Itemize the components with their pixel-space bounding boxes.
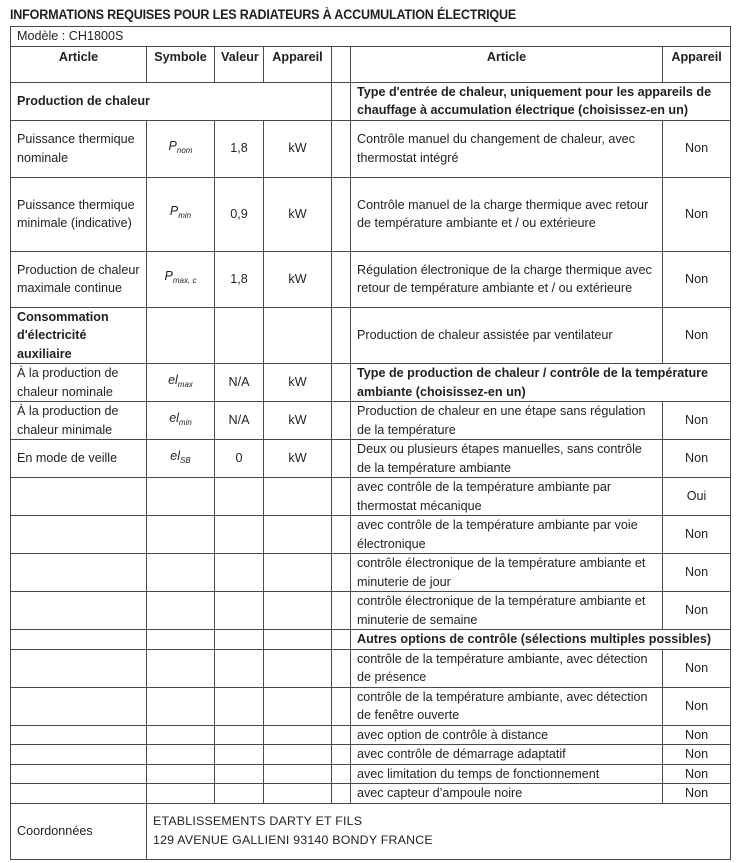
- gap-cell: [332, 440, 351, 478]
- section-heat-output-type: Type de production de chaleur / contrôle de la température ambiante (choisissez-en un): [351, 364, 731, 402]
- empty-cell: [11, 784, 147, 804]
- value-cell: 1,8: [215, 120, 264, 177]
- gap-cell: [332, 402, 351, 440]
- table-row: [11, 478, 731, 516]
- appareil-cell: Non: [663, 516, 731, 554]
- table-row: [11, 516, 731, 554]
- empty-cell: [264, 745, 332, 765]
- gap-cell: [332, 120, 351, 177]
- gap-cell: [332, 649, 351, 687]
- empty-cell: [215, 630, 264, 650]
- symbol-sub: max: [177, 379, 193, 389]
- empty-cell: [215, 687, 264, 725]
- unit-cell: kW: [264, 402, 332, 440]
- empty-cell: [147, 516, 215, 554]
- empty-cell: [264, 516, 332, 554]
- appareil-cell: Non: [663, 440, 731, 478]
- empty-cell: [11, 478, 147, 516]
- contact-address: [147, 803, 731, 859]
- section-heat-input-type: Type d'entrée de chaleur, uniquement pour les appareils de chauffage à accumulation électrique (choisissez-en un): [351, 82, 731, 120]
- unit-cell: kW: [264, 251, 332, 307]
- article-cell: À la production de chaleur minimale: [11, 402, 147, 440]
- symbol-sub: nom: [176, 145, 193, 155]
- symbol-cell: [147, 177, 215, 251]
- gap-cell: [332, 554, 351, 592]
- appareil-cell: Non: [663, 592, 731, 630]
- contact-label: Coordonnées: [11, 803, 147, 859]
- header-valeur: Valeur: [215, 46, 264, 82]
- gap-cell: [332, 82, 351, 120]
- header-article-right: Article: [351, 46, 663, 82]
- symbol-main: el: [169, 410, 179, 425]
- symbol-sub: SB: [180, 455, 191, 465]
- article-cell: avec contrôle de démarrage adaptatif: [351, 745, 663, 765]
- appareil-cell: Non: [663, 120, 731, 177]
- empty-cell: [11, 630, 147, 650]
- gap-cell: [332, 630, 351, 650]
- appareil-cell: Non: [663, 687, 731, 725]
- value-cell: N/A: [215, 364, 264, 402]
- gap-cell: [332, 46, 351, 82]
- article-cell: avec option de contrôle à distance: [351, 725, 663, 745]
- model-label: Modèle : CH1800S: [11, 27, 731, 47]
- gap-cell: [332, 784, 351, 804]
- appareil-cell: Non: [663, 649, 731, 687]
- appareil-cell: Non: [663, 764, 731, 784]
- empty-cell: [215, 516, 264, 554]
- section-aux-consumption: Consommation d'électricité auxiliaire: [11, 307, 147, 364]
- header-appareil-right: Appareil: [663, 46, 731, 82]
- symbol-main: P: [168, 138, 177, 153]
- table-row: [11, 307, 731, 364]
- table-row: [11, 649, 731, 687]
- empty-cell: [147, 764, 215, 784]
- gap-cell: [332, 725, 351, 745]
- empty-cell: [264, 725, 332, 745]
- symbol-sub: min: [178, 417, 192, 427]
- empty-cell: [147, 649, 215, 687]
- gap-cell: [332, 251, 351, 307]
- unit-cell: kW: [264, 177, 332, 251]
- appareil-cell: Non: [663, 725, 731, 745]
- section-heat-output: Production de chaleur: [11, 82, 332, 120]
- table-row: [11, 364, 731, 402]
- table-row: [11, 630, 731, 650]
- header-article-left: Article: [11, 46, 147, 82]
- empty-cell: [264, 554, 332, 592]
- empty-cell: [215, 649, 264, 687]
- table-row: [11, 764, 731, 784]
- header-appareil-left: Appareil: [264, 46, 332, 82]
- article-cell: avec contrôle de la température ambiante par voie électronique: [351, 516, 663, 554]
- table-row: [11, 784, 731, 804]
- gap-cell: [332, 478, 351, 516]
- article-cell: Production de chaleur en une étape sans régulation de la température: [351, 402, 663, 440]
- value-cell: 1,8: [215, 251, 264, 307]
- gap-cell: [332, 592, 351, 630]
- gap-cell: [332, 364, 351, 402]
- empty-cell: [147, 307, 215, 364]
- contact-street: 129 AVENUE GALLIENI 93140 BONDY FRANCE: [153, 833, 433, 847]
- table-row: [11, 440, 731, 478]
- symbol-main: P: [169, 204, 179, 219]
- contact-row: [11, 803, 731, 859]
- empty-cell: [215, 764, 264, 784]
- empty-cell: [11, 764, 147, 784]
- symbol-cell: [147, 251, 215, 307]
- appareil-cell: Non: [663, 745, 731, 765]
- section-row: [11, 82, 731, 120]
- info-table: [10, 26, 731, 860]
- article-cell: contrôle de la température ambiante, avec détection de présence: [351, 649, 663, 687]
- empty-cell: [215, 592, 264, 630]
- symbol-cell: [147, 120, 215, 177]
- unit-cell: kW: [264, 364, 332, 402]
- article-cell: Régulation électronique de la charge thermique avec retour de température ambiante et / ou extérieure: [351, 251, 663, 307]
- article-cell: avec capteur d’ampoule noire: [351, 784, 663, 804]
- empty-cell: [264, 307, 332, 364]
- appareil-cell: Non: [663, 554, 731, 592]
- symbol-cell: [147, 364, 215, 402]
- empty-cell: [215, 307, 264, 364]
- article-cell: Contrôle manuel de la charge thermique avec retour de température ambiante et / ou extérieure: [351, 177, 663, 251]
- article-cell: avec limitation du temps de fonctionnement: [351, 764, 663, 784]
- value-cell: N/A: [215, 402, 264, 440]
- table-row: [11, 745, 731, 765]
- empty-cell: [215, 784, 264, 804]
- article-cell: En mode de veille: [11, 440, 147, 478]
- article-cell: avec contrôle de la température ambiante par thermostat mécanique: [351, 478, 663, 516]
- article-cell: Contrôle manuel du changement de chaleur, avec thermostat intégré: [351, 120, 663, 177]
- contact-company: ETABLISSEMENTS DARTY ET FILS: [153, 814, 363, 828]
- header-row: [11, 46, 731, 82]
- gap-cell: [332, 745, 351, 765]
- empty-cell: [264, 687, 332, 725]
- empty-cell: [264, 630, 332, 650]
- article-cell: À la production de chaleur nominale: [11, 364, 147, 402]
- article-cell: Production de chaleur maximale continue: [11, 251, 147, 307]
- appareil-cell: Non: [663, 784, 731, 804]
- article-cell: contrôle électronique de la température ambiante et minuterie de semaine: [351, 592, 663, 630]
- gap-cell: [332, 516, 351, 554]
- appareil-cell: Non: [663, 307, 731, 364]
- empty-cell: [264, 784, 332, 804]
- empty-cell: [11, 592, 147, 630]
- empty-cell: [11, 687, 147, 725]
- symbol-cell: [147, 440, 215, 478]
- empty-cell: [147, 725, 215, 745]
- value-cell: 0,9: [215, 177, 264, 251]
- table-row: [11, 725, 731, 745]
- article-cell: Puissance thermique minimale (indicative): [11, 177, 147, 251]
- section-other-controls: Autres options de contrôle (sélections multiples possibles): [351, 630, 731, 650]
- empty-cell: [215, 725, 264, 745]
- table-row: [11, 120, 731, 177]
- empty-cell: [147, 687, 215, 725]
- gap-cell: [332, 764, 351, 784]
- symbol-main: el: [168, 372, 178, 387]
- empty-cell: [147, 745, 215, 765]
- empty-cell: [215, 745, 264, 765]
- table-row: [11, 687, 731, 725]
- empty-cell: [11, 745, 147, 765]
- empty-cell: [147, 784, 215, 804]
- gap-cell: [332, 687, 351, 725]
- empty-cell: [147, 554, 215, 592]
- document-title: INFORMATIONS REQUISES POUR LES RADIATEURS À ACCUMULATION ÉLECTRIQUE: [10, 7, 517, 22]
- empty-cell: [147, 630, 215, 650]
- article-cell: Puissance thermique nominale: [11, 120, 147, 177]
- gap-cell: [332, 177, 351, 251]
- empty-cell: [11, 554, 147, 592]
- empty-cell: [11, 725, 147, 745]
- table-row: [11, 251, 731, 307]
- symbol-cell: [147, 402, 215, 440]
- article-cell: Deux ou plusieurs étapes manuelles, sans contrôle de la température ambiante: [351, 440, 663, 478]
- table-row: [11, 402, 731, 440]
- empty-cell: [264, 649, 332, 687]
- header-symbole: Symbole: [147, 46, 215, 82]
- appareil-cell: Non: [663, 402, 731, 440]
- appareil-cell: Non: [663, 251, 731, 307]
- symbol-sub: max, c: [172, 276, 197, 286]
- table-row: [11, 554, 731, 592]
- unit-cell: kW: [264, 120, 332, 177]
- table-row: [11, 177, 731, 251]
- empty-cell: [147, 592, 215, 630]
- symbol-main: P: [164, 269, 173, 284]
- model-row: [11, 27, 731, 47]
- empty-cell: [215, 554, 264, 592]
- article-cell: contrôle électronique de la température ambiante et minuterie de jour: [351, 554, 663, 592]
- article-cell: Production de chaleur assistée par ventilateur: [351, 307, 663, 364]
- empty-cell: [215, 478, 264, 516]
- empty-cell: [264, 592, 332, 630]
- unit-cell: kW: [264, 440, 332, 478]
- value-cell: 0: [215, 440, 264, 478]
- table-row: [11, 592, 731, 630]
- empty-cell: [11, 516, 147, 554]
- appareil-cell: Non: [663, 177, 731, 251]
- symbol-main: el: [170, 448, 181, 463]
- appareil-cell: Oui: [663, 478, 731, 516]
- empty-cell: [11, 649, 147, 687]
- empty-cell: [264, 764, 332, 784]
- empty-cell: [264, 478, 332, 516]
- symbol-sub: min: [178, 211, 192, 221]
- empty-cell: [147, 478, 215, 516]
- gap-cell: [332, 307, 351, 364]
- article-cell: contrôle de la température ambiante, avec détection de fenêtre ouverte: [351, 687, 663, 725]
